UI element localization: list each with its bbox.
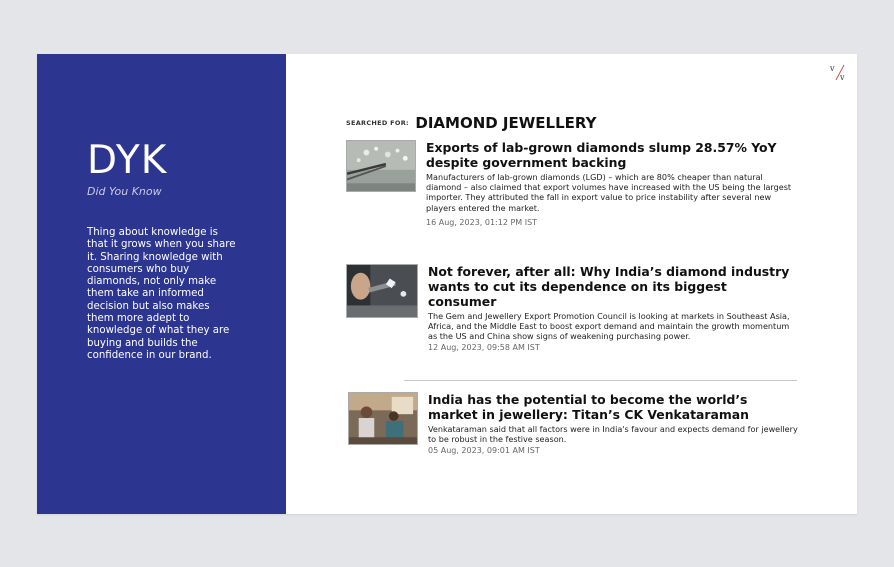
article-date: 16 Aug, 2023, 01:12 PM IST: [426, 218, 538, 227]
article-thumbnail: [348, 392, 418, 445]
vv-logo-icon: [829, 62, 849, 82]
article-thumbnail: [346, 264, 418, 318]
article-headline[interactable]: Not forever, after all: Why India’s diamond industry wants to cut its dependence on its biggest consumer: [428, 264, 790, 309]
dyk-title: DYK: [87, 138, 168, 183]
search-heading: [346, 114, 597, 132]
article-date: 05 Aug, 2023, 09:01 AM IST: [428, 446, 540, 456]
article-thumbnail: [346, 140, 416, 192]
divider: [404, 380, 797, 381]
article-summary: The Gem and Jewellery Export Promotion Council is looking at markets in Southeast Asia, Africa, and the Middle East to boost export demand and maintain the growth momentum as the US and China show signs of weakening purchasing power.: [428, 311, 790, 342]
search-label: SEARCHED FOR:: [346, 119, 409, 127]
article-text: [426, 140, 796, 213]
dyk-subtitle: Did You Know: [87, 185, 162, 198]
dyk-panel: [37, 54, 286, 514]
svg-text:v: v: [830, 64, 835, 73]
svg-text:v: v: [840, 73, 845, 82]
article-headline[interactable]: India has the potential to become the world’s market in jewellery: Titan’s CK Venkataraman: [428, 392, 749, 422]
article-text: [428, 392, 800, 455]
article-date: 12 Aug, 2023, 09:58 AM IST: [428, 343, 540, 352]
article-headline[interactable]: Exports of lab-grown diamonds slump 28.57% YoY despite government backing: [426, 140, 777, 170]
article-summary: Venkataraman said that all factors were in India's favour and expects demand for jewellery to be robust in the festive season.: [428, 424, 798, 445]
article-text: [428, 264, 798, 342]
search-term: DIAMOND JEWELLERY: [415, 114, 597, 132]
article-summary: Manufacturers of lab-grown diamonds (LGD) – which are 80% cheaper than natural diamond – also claimed that export volumes have increased with the US being the largest importer. They attributed the fall in export value to price instability after several new players entered the market.: [426, 172, 792, 213]
slide: [37, 54, 857, 514]
dyk-body-text: Thing about knowledge is that it grows when you share it. Sharing knowledge with consumers who buy diamonds, not only make them take an informed decision but also makes them more adept to knowledge of what they are buying and builds the confidence in our brand.: [87, 227, 236, 361]
